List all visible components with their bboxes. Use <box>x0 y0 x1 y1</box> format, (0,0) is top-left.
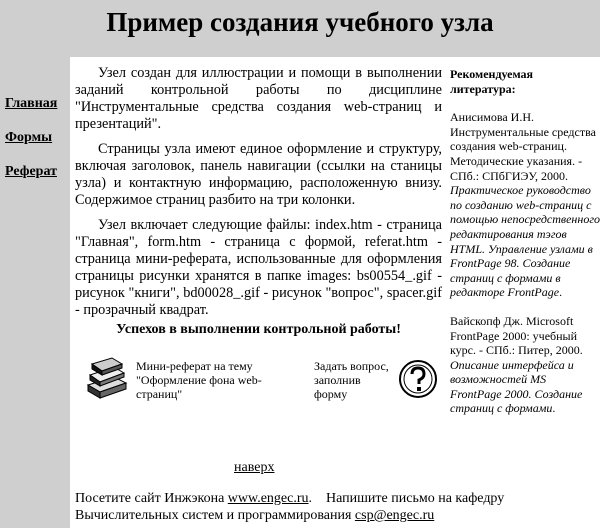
question-link[interactable]: Задать вопрос, заполнив форму <box>314 359 389 401</box>
referat-link[interactable]: Мини-реферат на тему "Оформление фона web-страниц" <box>136 359 262 401</box>
intro-paragraph-3: Узел включает следующие файлы: index.htm - страница "Главная", form.htm - страница с формой, referat.htm - страница мини-реферата, использованные для оформления страницы рисунки хранятся в папке images: bs00554_.gif - рисунок "книги", bd00028_.gif - рисунок "вопрос", spacer.gif - прозрачный квадрат. <box>75 217 442 318</box>
book-2-text: Вайскопф Дж. Microsoft FrontPage 2000: учебный курс. - СПб.: Питер, 2000. <box>450 313 583 358</box>
navigation-panel <box>5 96 67 198</box>
nav-link-forms[interactable]: Формы <box>5 130 53 145</box>
book-2-description: Описание интерфейса и возможностей MS FrontPage 2000. Создание страниц с формами <box>450 357 583 416</box>
footer-dot: . <box>308 491 313 506</box>
main-content-area <box>70 57 600 528</box>
intro-paragraph-1: Узел создан для иллюстрации и помощи в выполнении заданий контрольной работы по дисциплине "Инструментальные средства создания web-страниц и презентаций". <box>75 65 442 132</box>
contact-footer <box>75 490 595 524</box>
book-1-description: Практическое руководство по созданию web-страниц с помощью непосредственного редактирования тэгов HTML. Управление узлами в FrontPage 98. Создание страниц с формами в редакторе FrontPage <box>450 183 600 300</box>
books-icon[interactable] <box>84 355 130 401</box>
book-2-end: . <box>552 401 556 416</box>
book-1-text: Анисимова И.Н. Инструментальные средства создания web-страниц. Методические указания. - СПб.: СПбГИЭУ, 2000. <box>450 110 596 183</box>
book-1-end: . <box>559 285 563 300</box>
literature-heading: Рекомендуемая литература: <box>450 67 534 96</box>
referat-block <box>84 355 284 405</box>
nav-link-referat[interactable]: Реферат <box>5 164 57 179</box>
page-title: Пример создания учебного узла <box>106 7 494 37</box>
footer-write-text: Напишите письмо на кафедру Вычислительных систем и программирования <box>75 491 505 523</box>
nav-link-home[interactable]: Главная <box>5 96 58 111</box>
literature-sidebar <box>450 67 600 430</box>
book-1 <box>450 110 600 300</box>
intro-text <box>75 65 442 327</box>
question-block <box>314 357 454 407</box>
success-message: Успехов в выполнении контрольной работы! <box>116 322 401 337</box>
intro-paragraph-2: Страницы узла имеют единое оформление и структуру, включая заголовок, панель навигации (ссылки на станицы узла) и контактную информацию, расположенную внизу. Содержимое страниц разбито на три колонки. <box>75 141 442 208</box>
email-link[interactable]: csp@engec.ru <box>354 508 435 523</box>
site-link[interactable]: www.engec.ru <box>227 491 309 506</box>
back-to-top-link[interactable]: наверх <box>234 460 275 475</box>
footer-visit-text: Посетите сайт Инжэкона <box>75 491 225 506</box>
question-icon[interactable] <box>398 359 438 399</box>
book-2 <box>450 314 600 416</box>
